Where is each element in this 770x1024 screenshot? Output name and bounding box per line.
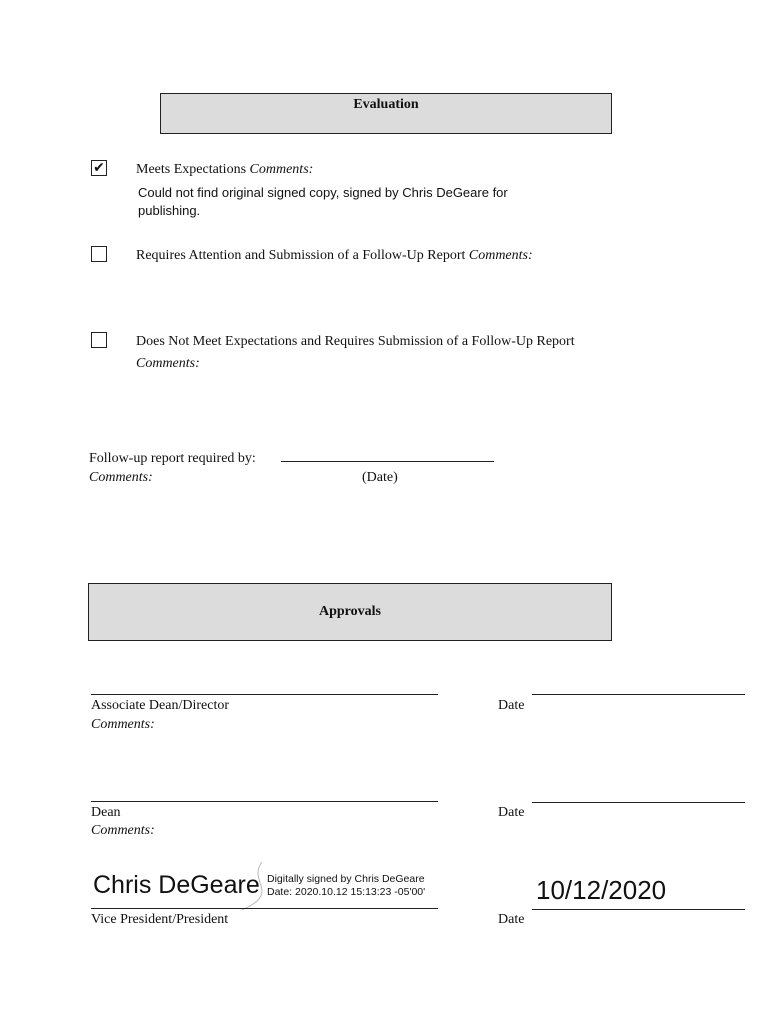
requires-attention-label-row [136,248,533,264]
meets-expectations-checkbox[interactable] [91,160,107,176]
associate-dean-role: Associate Dean/Director [91,698,229,713]
digital-signature-line1: Digitally signed by Chris DeGeare [267,873,425,885]
comments-label: Comments: [249,162,314,177]
dean-role: Dean [91,805,121,820]
digital-signature-line2: Date: 2020.10.12 15:13:23 -05'00' [267,886,426,898]
vp-date-line[interactable] [532,909,745,910]
followup-comments-label: Comments: [89,470,153,485]
evaluation-title: Evaluation [353,97,419,112]
vp-date-label: Date [498,912,525,927]
comments-label: Comments: [136,356,200,371]
approvals-title: Approvals [319,604,381,619]
does-not-meet-label: Does Not Meet Expectations and Requires Submission of a Follow-Up Report [136,334,575,349]
approvals-header [88,583,612,641]
followup-date-line[interactable] [281,461,494,462]
vp-role: Vice President/President [91,912,229,927]
followup-date-caption: (Date) [362,470,398,485]
meets-expectations-label: Meets Expectations [136,162,247,177]
associate-dean-date-label: Date [498,698,525,713]
requires-attention-label: Requires Attention and Submission of a Follow-Up Report [136,248,466,263]
dean-date-line[interactable] [532,802,745,803]
dean-signature-line[interactable] [91,801,438,802]
checkmark-icon: ✔ [93,159,105,176]
vp-date-value: 10/12/2020 [536,875,667,905]
evaluation-header [160,93,612,134]
followup-label: Follow-up report required by: [89,451,256,466]
comments-label: Comments: [468,248,533,263]
requires-attention-checkbox[interactable] [91,246,107,262]
meets-expectations-comment: Could not find original signed copy, signed by Chris DeGeare for publishing. [138,185,508,218]
digital-signature-block [267,873,425,899]
associate-dean-date-line[interactable] [532,694,745,695]
dean-comments-label: Comments: [91,823,155,838]
vp-signature-line[interactable] [91,908,438,909]
signature-name: Chris DeGeare [93,871,260,899]
meets-expectations-label-row [136,162,313,178]
does-not-meet-checkbox[interactable] [91,332,107,348]
dean-date-label: Date [498,805,525,820]
associate-dean-signature-line[interactable] [91,694,438,695]
associate-dean-comments-label: Comments: [91,717,155,732]
